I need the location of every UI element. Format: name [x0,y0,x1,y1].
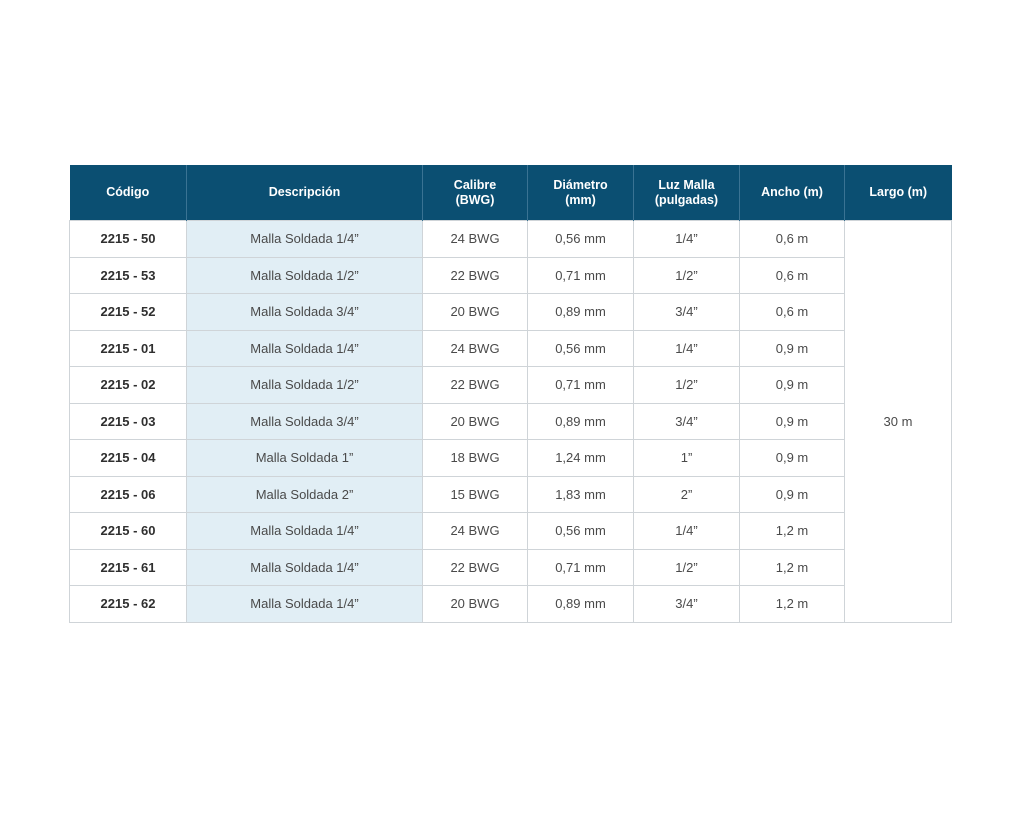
table-row [70,330,952,367]
cell-diametro: 0,71 mm [528,257,634,294]
table-row [70,294,952,331]
cell-descripcion: Malla Soldada 1” [187,440,423,477]
cell-diametro: 0,71 mm [528,549,634,586]
table-row [70,513,952,550]
cell-codigo: 2215 - 01 [70,330,187,367]
table-row [70,403,952,440]
cell-descripcion: Malla Soldada 3/4” [187,294,423,331]
cell-ancho: 0,9 m [740,440,845,477]
header-codigo: Código [70,165,187,221]
cell-diametro: 0,56 mm [528,221,634,258]
cell-luz-malla: 1/4” [634,221,740,258]
cell-descripcion: Malla Soldada 2” [187,476,423,513]
cell-codigo: 2215 - 61 [70,549,187,586]
cell-codigo: 2215 - 62 [70,586,187,623]
product-table-container [69,165,951,623]
table-header [70,165,952,221]
cell-luz-malla: 2” [634,476,740,513]
cell-descripcion: Malla Soldada 1/4” [187,330,423,367]
table-row [70,476,952,513]
cell-diametro: 0,89 mm [528,294,634,331]
cell-diametro: 0,89 mm [528,403,634,440]
cell-diametro: 0,89 mm [528,586,634,623]
cell-descripcion: Malla Soldada 1/2” [187,367,423,404]
cell-luz-malla: 1/2” [634,257,740,294]
header-ancho: Ancho (m) [740,165,845,221]
cell-ancho: 0,9 m [740,476,845,513]
cell-codigo: 2215 - 52 [70,294,187,331]
cell-luz-malla: 3/4” [634,294,740,331]
header-luz-malla: Luz Malla (pulgadas) [634,165,740,221]
cell-luz-malla: 1” [634,440,740,477]
cell-ancho: 0,9 m [740,367,845,404]
cell-calibre: 15 BWG [423,476,528,513]
cell-calibre: 18 BWG [423,440,528,477]
cell-luz-malla: 3/4” [634,586,740,623]
cell-luz-malla: 1/4” [634,513,740,550]
header-row [70,165,952,221]
cell-codigo: 2215 - 04 [70,440,187,477]
cell-ancho: 0,6 m [740,257,845,294]
header-descripcion: Descripción [187,165,423,221]
cell-ancho: 0,9 m [740,330,845,367]
cell-ancho: 1,2 m [740,586,845,623]
cell-calibre: 20 BWG [423,403,528,440]
header-calibre: Calibre (BWG) [423,165,528,221]
cell-calibre: 22 BWG [423,257,528,294]
cell-diametro: 0,56 mm [528,513,634,550]
cell-ancho: 0,6 m [740,221,845,258]
cell-largo: 30 m [845,221,952,623]
cell-codigo: 2215 - 02 [70,367,187,404]
header-largo: Largo (m) [845,165,952,221]
cell-diametro: 0,71 mm [528,367,634,404]
cell-calibre: 22 BWG [423,549,528,586]
table-row [70,257,952,294]
table-body [70,221,952,623]
cell-codigo: 2215 - 03 [70,403,187,440]
cell-luz-malla: 1/2” [634,549,740,586]
table-row [70,440,952,477]
cell-luz-malla: 1/2” [634,367,740,404]
cell-descripcion: Malla Soldada 3/4” [187,403,423,440]
table-row [70,586,952,623]
header-diametro: Diámetro (mm) [528,165,634,221]
cell-codigo: 2215 - 53 [70,257,187,294]
cell-luz-malla: 3/4” [634,403,740,440]
cell-codigo: 2215 - 50 [70,221,187,258]
cell-calibre: 24 BWG [423,330,528,367]
cell-calibre: 24 BWG [423,513,528,550]
cell-descripcion: Malla Soldada 1/4” [187,549,423,586]
table-row [70,221,952,258]
cell-ancho: 0,6 m [740,294,845,331]
cell-descripcion: Malla Soldada 1/4” [187,513,423,550]
cell-diametro: 1,83 mm [528,476,634,513]
cell-calibre: 22 BWG [423,367,528,404]
product-table [69,165,952,623]
cell-descripcion: Malla Soldada 1/4” [187,221,423,258]
cell-calibre: 24 BWG [423,221,528,258]
cell-calibre: 20 BWG [423,586,528,623]
cell-descripcion: Malla Soldada 1/2” [187,257,423,294]
cell-diametro: 0,56 mm [528,330,634,367]
table-row [70,549,952,586]
cell-codigo: 2215 - 60 [70,513,187,550]
cell-codigo: 2215 - 06 [70,476,187,513]
cell-diametro: 1,24 mm [528,440,634,477]
table-row [70,367,952,404]
cell-ancho: 0,9 m [740,403,845,440]
cell-ancho: 1,2 m [740,513,845,550]
cell-calibre: 20 BWG [423,294,528,331]
cell-luz-malla: 1/4” [634,330,740,367]
cell-descripcion: Malla Soldada 1/4” [187,586,423,623]
cell-ancho: 1,2 m [740,549,845,586]
